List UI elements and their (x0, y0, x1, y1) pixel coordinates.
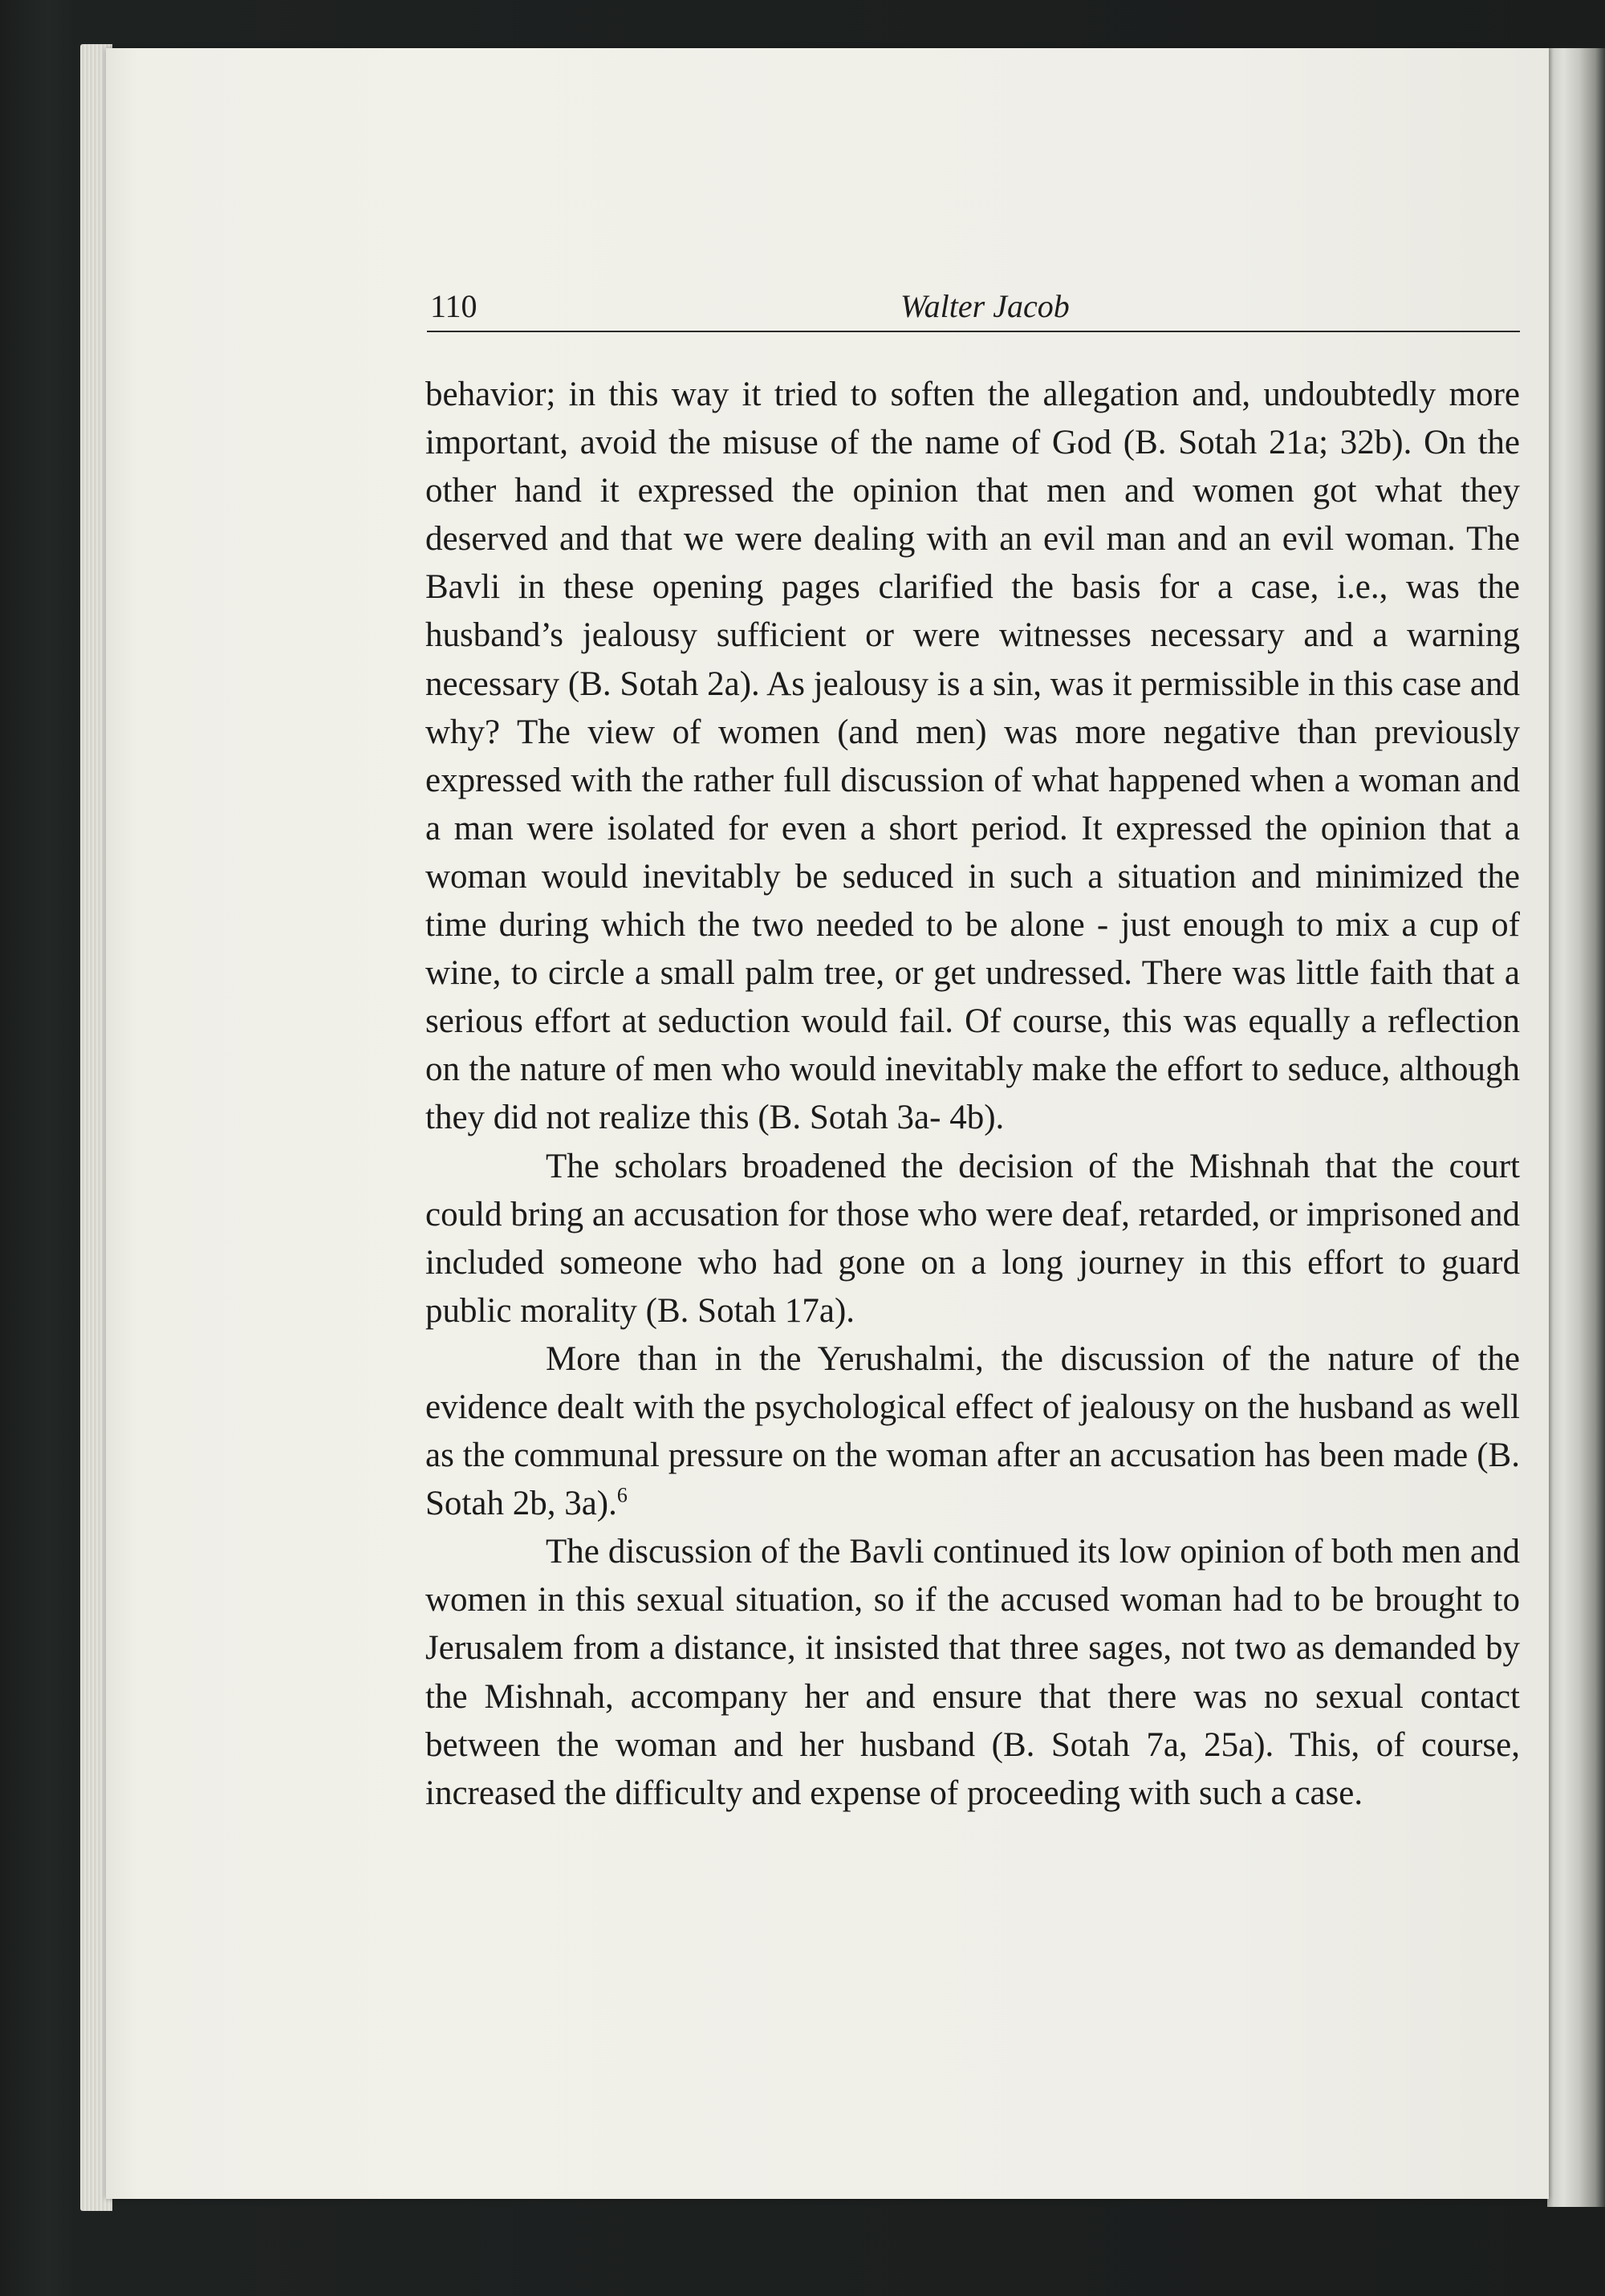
page-number: 110 (430, 288, 477, 324)
paragraph-1: behavior; in this way it tried to soften the allegation and, undoubtedly more important, avoid the misuse of the name of God (B. Sotah 21a; 32b). On the other hand it expressed the opinion that men and women got what they deserved and that we were dealing with an evil man and an evil woman. The Bavli in these opening pages clarified the basis for a case, i.e., was the husband’s jealousy sufficient or were witnesses necessary and a warning necessary (B. Sotah 2a). As jealousy is a sin, was it permissible in this case and why? The view of women (and men) was more negative than previously expressed with the rather full discussion of what happened when a woman and a man were isolated for even a short period. It expressed the opinion that a woman would inevitably be seduced in such a situation and minimized the time during which the two needed to be alone - just enough to mix a cup of wine, to circle a small palm tree, or get undressed. There was little faith that a serious effort at seduction would fail. Of course, this was equally a reflection on the nature of men who would inevitably make the effort to seduce, although they did not realize this (B. Sotah 3a- 4b). (425, 376, 1520, 1137)
paragraph-4: The discussion of the Bavli continued its low opinion of both men and women in this sexual situation, so if the accused woman had to be brought to Jerusalem from a distance, it insisted that three sages, not two as demanded by the Mishnah, accompany her and ensure that there was no sexual contact between the woman and her husband (B. Sotah 7a, 25a). This, of course, increased the difficulty and expense of proceeding with such a case. (425, 1533, 1520, 1812)
paragraph-3-text: More than in the Yerushalmi, the discussion of the nature of the evidence dealt with the psychological effect of jealousy on the husband as well as the communal pressure on the woman after an accusation has been made (B. Sotah 2b, 3a). (425, 1339, 1520, 1523)
facing-page-edge (1547, 48, 1605, 2207)
paragraph-2: The scholars broadened the decision of the Mishnah that the court could bring an accusation for those who were deaf, retarded, or imprisoned and included someone who had gone on a long journey in this effort to guard public morality (B. Sotah 17a). (425, 1147, 1520, 1330)
paragraph-3 (425, 1335, 1520, 1528)
running-head (427, 282, 1520, 332)
body-text (425, 371, 1520, 1818)
footnote-reference: 6 (616, 1483, 628, 1507)
running-head-author: Walter Jacob (900, 288, 1070, 324)
